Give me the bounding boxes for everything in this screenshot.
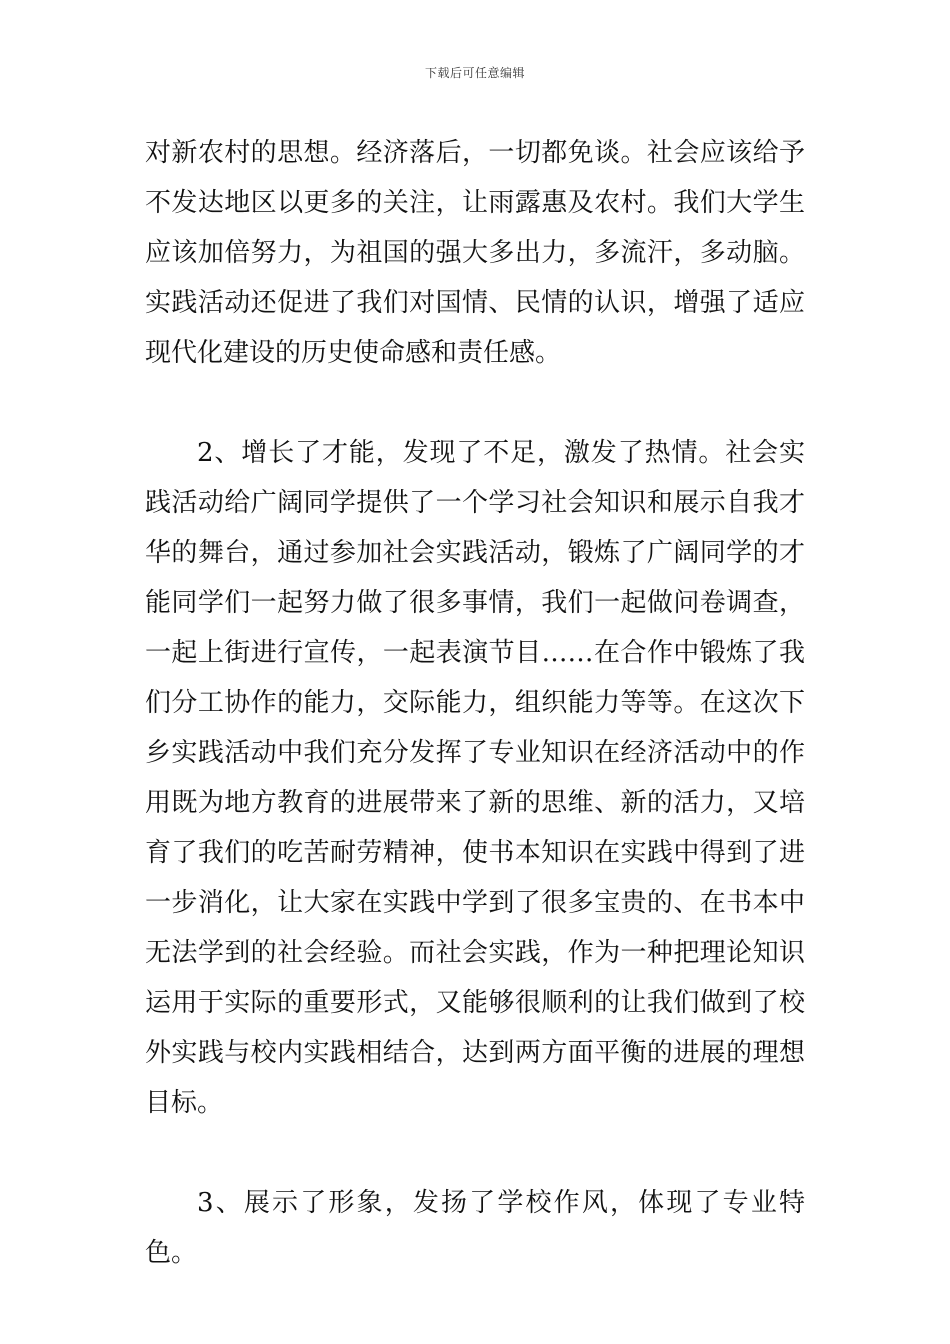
paragraph-3: 3、展示了形象，发扬了学校作风，体现了专业特色。: [145, 1188, 805, 1268]
paragraph-gap: [145, 1128, 805, 1178]
page-header: 下载后可任意编辑: [424, 66, 525, 80]
document-body: [145, 128, 805, 1278]
paragraph-1-continued: 对新农村的思想。经济落后，一切都免谈。社会应该给予不发达地区以更多的关注，让雨露惠及农村。我们大学生应该加倍努力，为祖国的强大多出力，多流汗，多动脑。实践活动还促进了我们对国情、民情的认识，增强了适应现代化建设的历史使命感和责任感。: [145, 138, 805, 368]
paragraph-gap: [145, 378, 805, 428]
paragraph-2: 2、增长了才能，发现了不足，激发了热情。社会实践活动给广阔同学提供了一个学习社会知识和展示自我才华的舞台，通过参加社会实践活动，锻炼了广阔同学的才能同学们一起努力做了很多事情，我们一起做问卷调查，一起上街进行宣传，一起表演节目……在合作中锻炼了我们分工协作的能力，交际能力，组织能力等等。在这次下乡实践活动中我们充分发挥了专业知识在经济活动中的作用既为地方教育的进展带来了新的思维、新的活力，又培育了我们的吃苦耐劳精神，使书本知识在实践中得到了进一步消化，让大家在实践中学到了很多宝贵的、在书本中无法学到的社会经验。而社会实践，作为一种把理论知识运用于实际的重要形式，又能够很顺利的让我们做到了校外实践与校内实践相结合，达到两方面平衡的进展的理想目标。: [145, 438, 805, 1118]
